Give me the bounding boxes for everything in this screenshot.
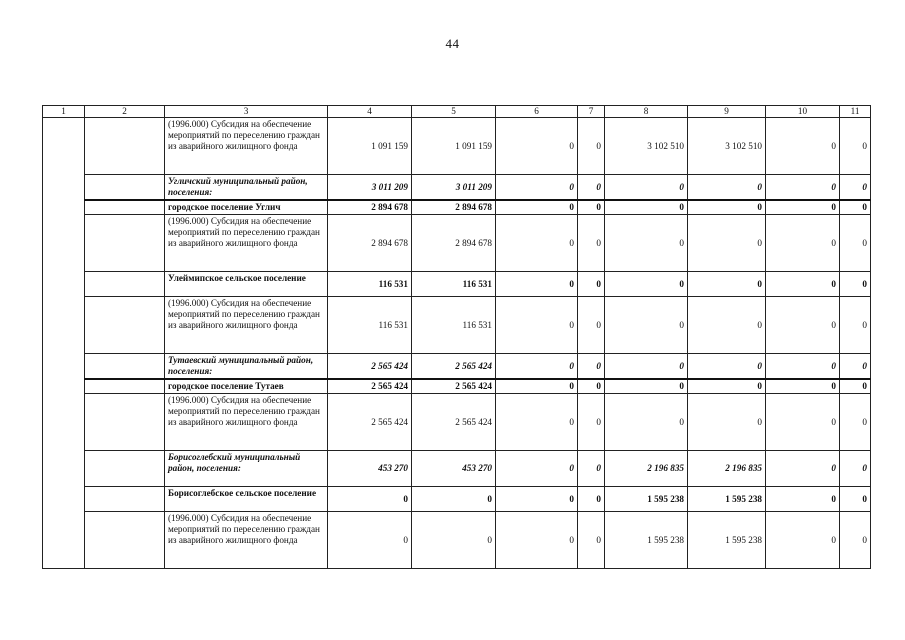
value-cell: 116 531: [328, 297, 412, 354]
value-cell: 0: [496, 379, 578, 394]
value-cell: 0: [578, 379, 605, 394]
value-cell: 0: [766, 487, 840, 512]
value-cell: 0: [605, 272, 688, 297]
table-row: [43, 175, 871, 201]
value-cell: 0: [840, 200, 871, 215]
value-cell: 3 102 510: [688, 118, 766, 175]
value-cell: 0: [840, 379, 871, 394]
column-header: 4: [328, 106, 412, 118]
column-header: 3: [165, 106, 328, 118]
table-row: [43, 487, 871, 512]
row-label: (1996.000) Субсидия на обеспечение мероприятий по переселению граждан из аварийного жилищного фонда: [165, 215, 328, 272]
value-cell: 0: [766, 272, 840, 297]
value-cell: 0: [766, 354, 840, 380]
column-2-cell: [85, 215, 165, 272]
value-cell: 0: [766, 394, 840, 451]
value-cell: 0: [578, 487, 605, 512]
table-row: [43, 512, 871, 569]
column-2-cell: [85, 200, 165, 215]
value-cell: 0: [766, 512, 840, 569]
table-row: [43, 451, 871, 487]
value-cell: 0: [840, 354, 871, 380]
table-row: [43, 215, 871, 272]
row-label: Улеймипское сельское поселение: [165, 272, 328, 297]
value-cell: 0: [496, 175, 578, 201]
value-cell: 0: [840, 297, 871, 354]
value-cell: 2 565 424: [412, 354, 496, 380]
value-cell: 0: [578, 175, 605, 201]
value-cell: 2 565 424: [412, 394, 496, 451]
value-cell: 2 894 678: [412, 200, 496, 215]
column-1-cell: [43, 118, 85, 569]
value-cell: 0: [840, 272, 871, 297]
value-cell: 0: [840, 175, 871, 201]
value-cell: 0: [578, 297, 605, 354]
value-cell: 1 595 238: [605, 487, 688, 512]
table-row: [43, 297, 871, 354]
column-header: 8: [605, 106, 688, 118]
value-cell: 0: [412, 487, 496, 512]
value-cell: 0: [688, 272, 766, 297]
value-cell: 0: [766, 451, 840, 487]
value-cell: 0: [840, 118, 871, 175]
column-2-cell: [85, 297, 165, 354]
value-cell: 0: [605, 297, 688, 354]
table-row: [43, 118, 871, 175]
value-cell: 0: [578, 200, 605, 215]
value-cell: 0: [766, 215, 840, 272]
table-row: [43, 354, 871, 380]
column-header: 7: [578, 106, 605, 118]
value-cell: 2 894 678: [328, 215, 412, 272]
value-cell: 0: [688, 394, 766, 451]
page-number: 44: [445, 36, 460, 51]
value-cell: 0: [840, 451, 871, 487]
value-cell: 0: [578, 394, 605, 451]
column-header: 10: [766, 106, 840, 118]
value-cell: 0: [578, 451, 605, 487]
value-cell: 0: [766, 175, 840, 201]
value-cell: 2 196 835: [605, 451, 688, 487]
row-label: (1996.000) Субсидия на обеспечение мероприятий по переселению граждан из аварийного жилищного фонда: [165, 394, 328, 451]
column-header: 1: [43, 106, 85, 118]
value-cell: 0: [688, 379, 766, 394]
column-header: 9: [688, 106, 766, 118]
budget-table: [42, 105, 871, 569]
value-cell: 0: [840, 215, 871, 272]
column-2-cell: [85, 487, 165, 512]
table-row: [43, 394, 871, 451]
value-cell: 0: [328, 487, 412, 512]
value-cell: 2 565 424: [412, 379, 496, 394]
value-cell: 0: [605, 200, 688, 215]
value-cell: 0: [605, 394, 688, 451]
value-cell: 1 595 238: [688, 512, 766, 569]
value-cell: 0: [578, 512, 605, 569]
header-row: [43, 106, 871, 118]
value-cell: 0: [688, 215, 766, 272]
value-cell: 1 595 238: [688, 487, 766, 512]
value-cell: 2 565 424: [328, 379, 412, 394]
column-2-cell: [85, 379, 165, 394]
value-cell: 0: [496, 354, 578, 380]
column-header: 5: [412, 106, 496, 118]
value-cell: 0: [328, 512, 412, 569]
value-cell: 116 531: [412, 272, 496, 297]
value-cell: 0: [688, 200, 766, 215]
value-cell: 0: [496, 118, 578, 175]
value-cell: 0: [578, 354, 605, 380]
column-header: 2: [85, 106, 165, 118]
value-cell: 453 270: [412, 451, 496, 487]
value-cell: 116 531: [328, 272, 412, 297]
value-cell: 0: [688, 175, 766, 201]
row-label: (1996.000) Субсидия на обеспечение мероприятий по переселению граждан из аварийного жилищного фонда: [165, 118, 328, 175]
table-body: [43, 118, 871, 569]
row-label: (1996.000) Субсидия на обеспечение мероприятий по переселению граждан из аварийного жилищного фонда: [165, 512, 328, 569]
row-label: Угличский муниципальный район, поселения:: [165, 175, 328, 201]
value-cell: 0: [578, 215, 605, 272]
value-cell: 0: [605, 215, 688, 272]
value-cell: 0: [496, 297, 578, 354]
value-cell: 0: [766, 118, 840, 175]
value-cell: 0: [605, 175, 688, 201]
value-cell: 2 894 678: [412, 215, 496, 272]
value-cell: 0: [688, 297, 766, 354]
value-cell: 0: [578, 272, 605, 297]
value-cell: 116 531: [412, 297, 496, 354]
value-cell: 0: [496, 200, 578, 215]
value-cell: 3 102 510: [605, 118, 688, 175]
value-cell: 0: [496, 394, 578, 451]
value-cell: 0: [578, 118, 605, 175]
value-cell: 0: [412, 512, 496, 569]
value-cell: 453 270: [328, 451, 412, 487]
value-cell: 0: [605, 354, 688, 380]
value-cell: 0: [766, 200, 840, 215]
row-label: городское поселение Углич: [165, 200, 328, 215]
column-2-cell: [85, 451, 165, 487]
value-cell: 3 011 209: [412, 175, 496, 201]
value-cell: 0: [496, 272, 578, 297]
column-2-cell: [85, 272, 165, 297]
column-header: 6: [496, 106, 578, 118]
row-label: Борисоглебский муниципальный район, поселения:: [165, 451, 328, 487]
value-cell: 0: [496, 451, 578, 487]
value-cell: 0: [766, 379, 840, 394]
value-cell: 3 011 209: [328, 175, 412, 201]
table-row: [43, 379, 871, 394]
row-label: Тутаевский муниципальный район, поселения:: [165, 354, 328, 380]
column-2-cell: [85, 118, 165, 175]
row-label: (1996.000) Субсидия на обеспечение мероприятий по переселению граждан из аварийного жилищного фонда: [165, 297, 328, 354]
value-cell: 0: [840, 487, 871, 512]
row-label: городское поселение Тутаев: [165, 379, 328, 394]
value-cell: 1 091 159: [328, 118, 412, 175]
table-row: [43, 200, 871, 215]
column-header: 11: [840, 106, 871, 118]
value-cell: 0: [496, 215, 578, 272]
value-cell: 2 565 424: [328, 354, 412, 380]
value-cell: 0: [766, 297, 840, 354]
column-2-cell: [85, 175, 165, 201]
value-cell: 1 091 159: [412, 118, 496, 175]
value-cell: 0: [840, 394, 871, 451]
value-cell: 2 196 835: [688, 451, 766, 487]
value-cell: 0: [496, 487, 578, 512]
value-cell: 0: [605, 379, 688, 394]
table-row: [43, 272, 871, 297]
value-cell: 0: [840, 512, 871, 569]
value-cell: 2 894 678: [328, 200, 412, 215]
value-cell: 2 565 424: [328, 394, 412, 451]
value-cell: 1 595 238: [605, 512, 688, 569]
column-2-cell: [85, 354, 165, 380]
value-cell: 0: [688, 354, 766, 380]
value-cell: 0: [496, 512, 578, 569]
row-label: Борисоглебское сельское поселение: [165, 487, 328, 512]
column-2-cell: [85, 394, 165, 451]
column-2-cell: [85, 512, 165, 569]
